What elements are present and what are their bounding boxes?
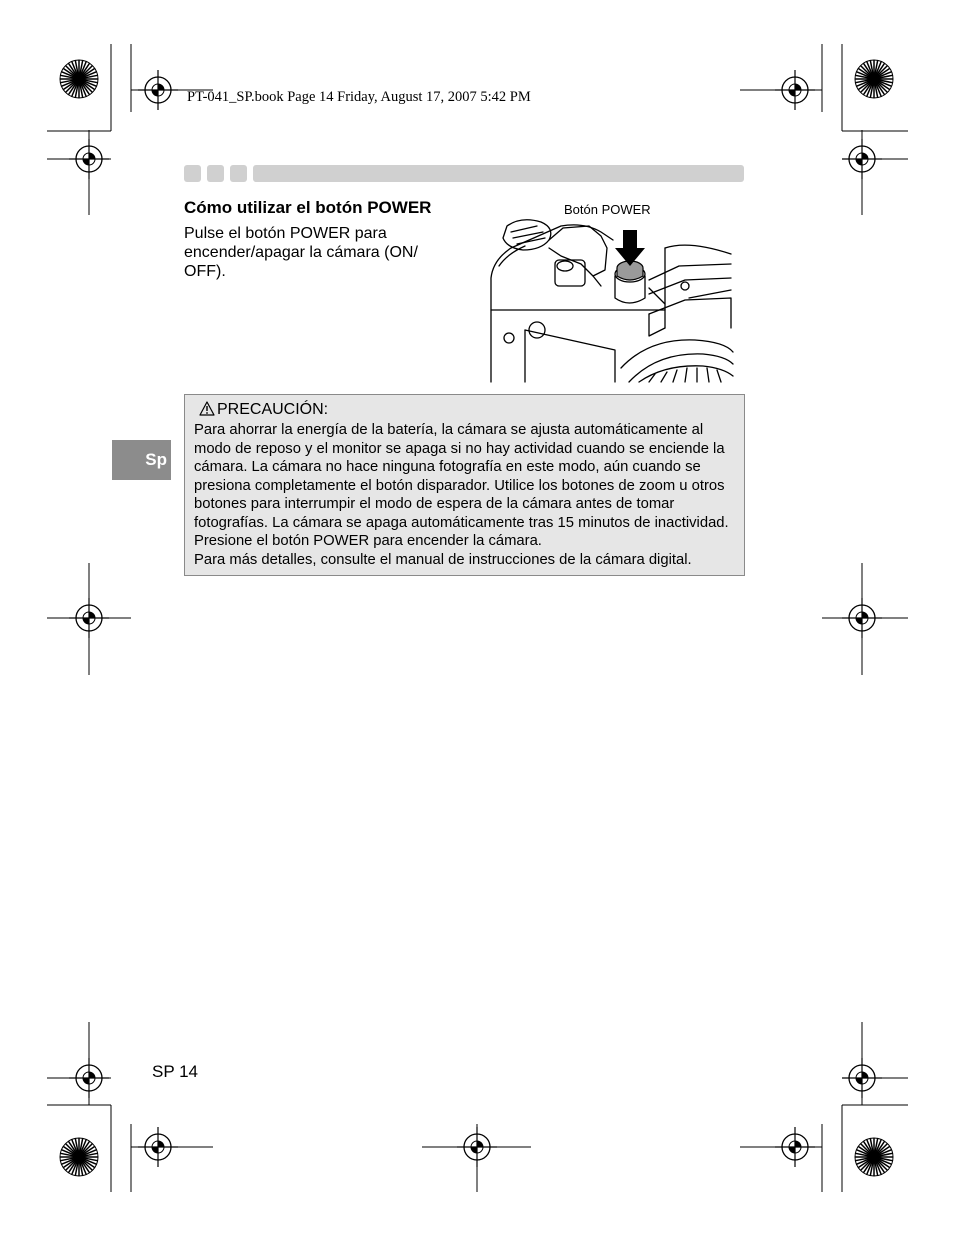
caution-paragraph: Para más detalles, consulte el manual de instrucciones de la cámara digital. [194,551,692,568]
section-title: Cómo utilizar el botón POWER [184,198,432,217]
power-button-label: Botón POWER [564,202,651,217]
section-body: Pulse el botón POWER para encender/apagar la cámara (ON/ OFF). [184,225,418,280]
bar-square [184,165,201,182]
caution-heading [199,399,736,421]
print-info-header: PT-041_SP.book Page 14 Friday, August 17, 2007 5:42 PM [187,89,531,105]
warning-triangle-icon [199,401,215,416]
bar-strip [253,165,744,182]
bar-square [230,165,247,182]
caution-paragraph: Para ahorrar la energía de la batería, la cámara se ajusta automáticamente al modo de reposo y el monitor se apaga si no hay actividad cuando se enciende la cámara. La cámara no hace ninguna fotografía en este modo, aún cuando se presiona completamente el botón disparador. Utilice los botones de zoom u otros botones para interrumpir el modo de espera de la cámara antes de tomar fotografías. La cámara se apaga automáticamente tras 15 minutos de inactividad. Presione el botón POWER para encender la cámara. [194,422,729,549]
language-tab: Sp [112,440,171,480]
caution-box [184,394,745,576]
page-number: SP 14 [152,1062,199,1081]
caution-title: PRECAUCIÓN: [217,401,329,418]
bar-square [207,165,224,182]
camera-illustration [489,218,735,384]
